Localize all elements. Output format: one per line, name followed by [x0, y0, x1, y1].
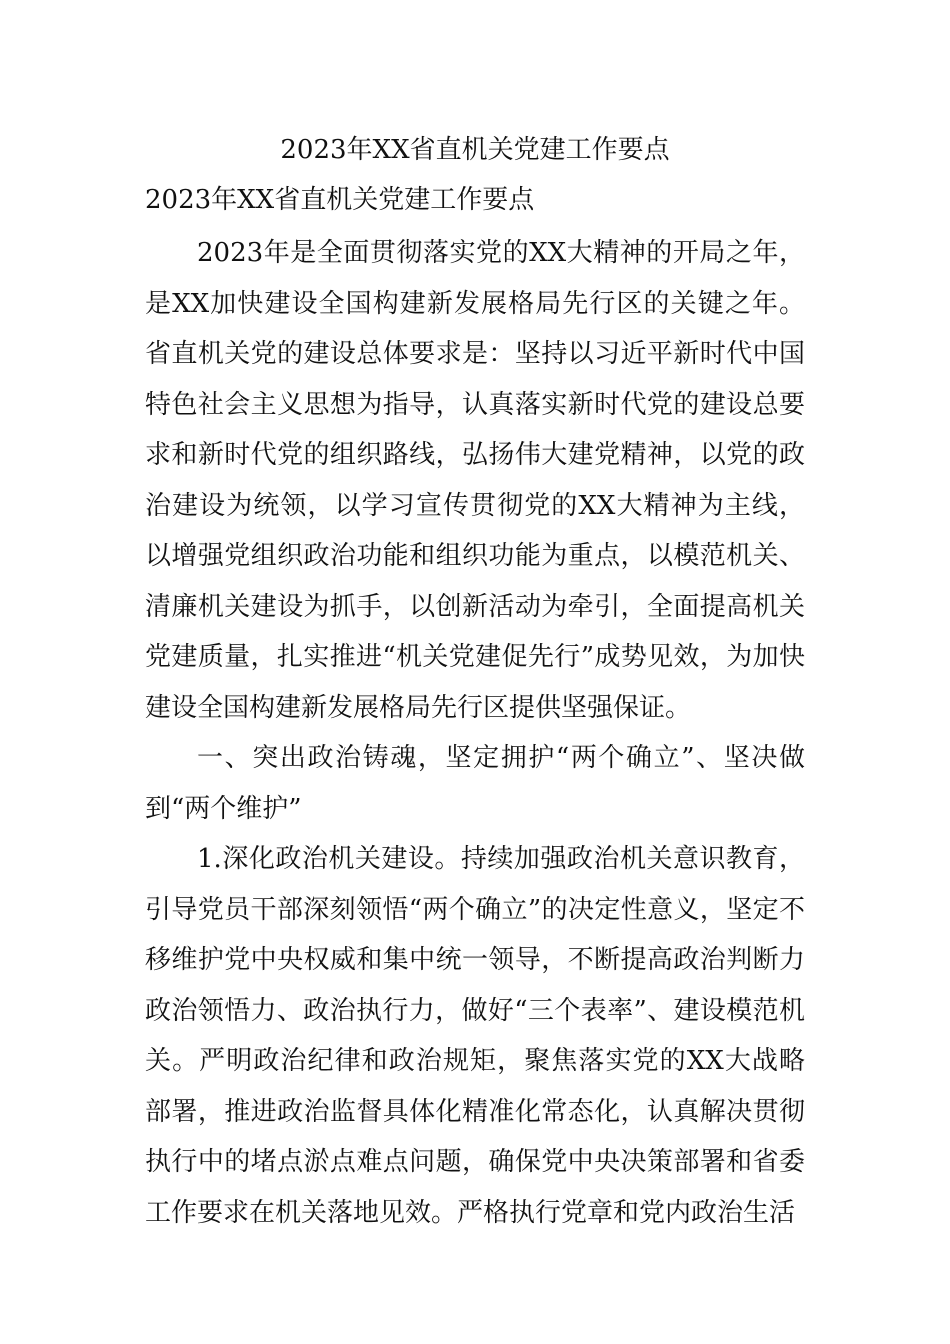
document-subtitle: 2023年XX省直机关党建工作要点 [145, 185, 535, 215]
section-heading-1: 一、突出政治铸魂，坚定拥护“两个确立”、坚决做到“两个维护” [145, 743, 805, 824]
document-title: 2023年XX省直机关党建工作要点 [280, 135, 670, 165]
document-body [145, 228, 805, 1238]
item-paragraph-1: 1.深化政治机关建设。持续加强政治机关意识教育，引导党员干部深刻领悟“两个确立”的决定性意义，坚定不移维护党中央权威和集中统一领导，不断提高政治判断力政治领悟力、政治执行力，做好“三个表率”、建设模范机关。严明政治纪律和政治规矩，聚焦落实党的XX大战略部署，推进政治监督具体化精准化常态化，认真解决贯彻执行中的堵点淤点难点问题，确保党中央决策部署和省委工作要求在机关落地见效。严格执行党章和党内政治生活 [145, 844, 805, 1228]
intro-paragraph: 2023年是全面贯彻落实党的XX大精神的开局之年，是XX加快建设全国构建新发展格局先行区的关键之年。省直机关党的建设总体要求是：坚持以习近平新时代中国特色社会主义思想为指导，认真落实新时代党的建设总要求和新时代党的组织路线，弘扬伟大建党精神，以党的政治建设为统领，以学习宣传贯彻党的XX大精神为主线，以增强党组织政治功能和组织功能为重点，以模范机关、清廉机关建设为抓手，以创新活动为牵引，全面提高机关党建质量，扎实推进“机关党建促先行”成势见效，为加快建设全国构建新发展格局先行区提供坚强保证。 [145, 238, 805, 723]
